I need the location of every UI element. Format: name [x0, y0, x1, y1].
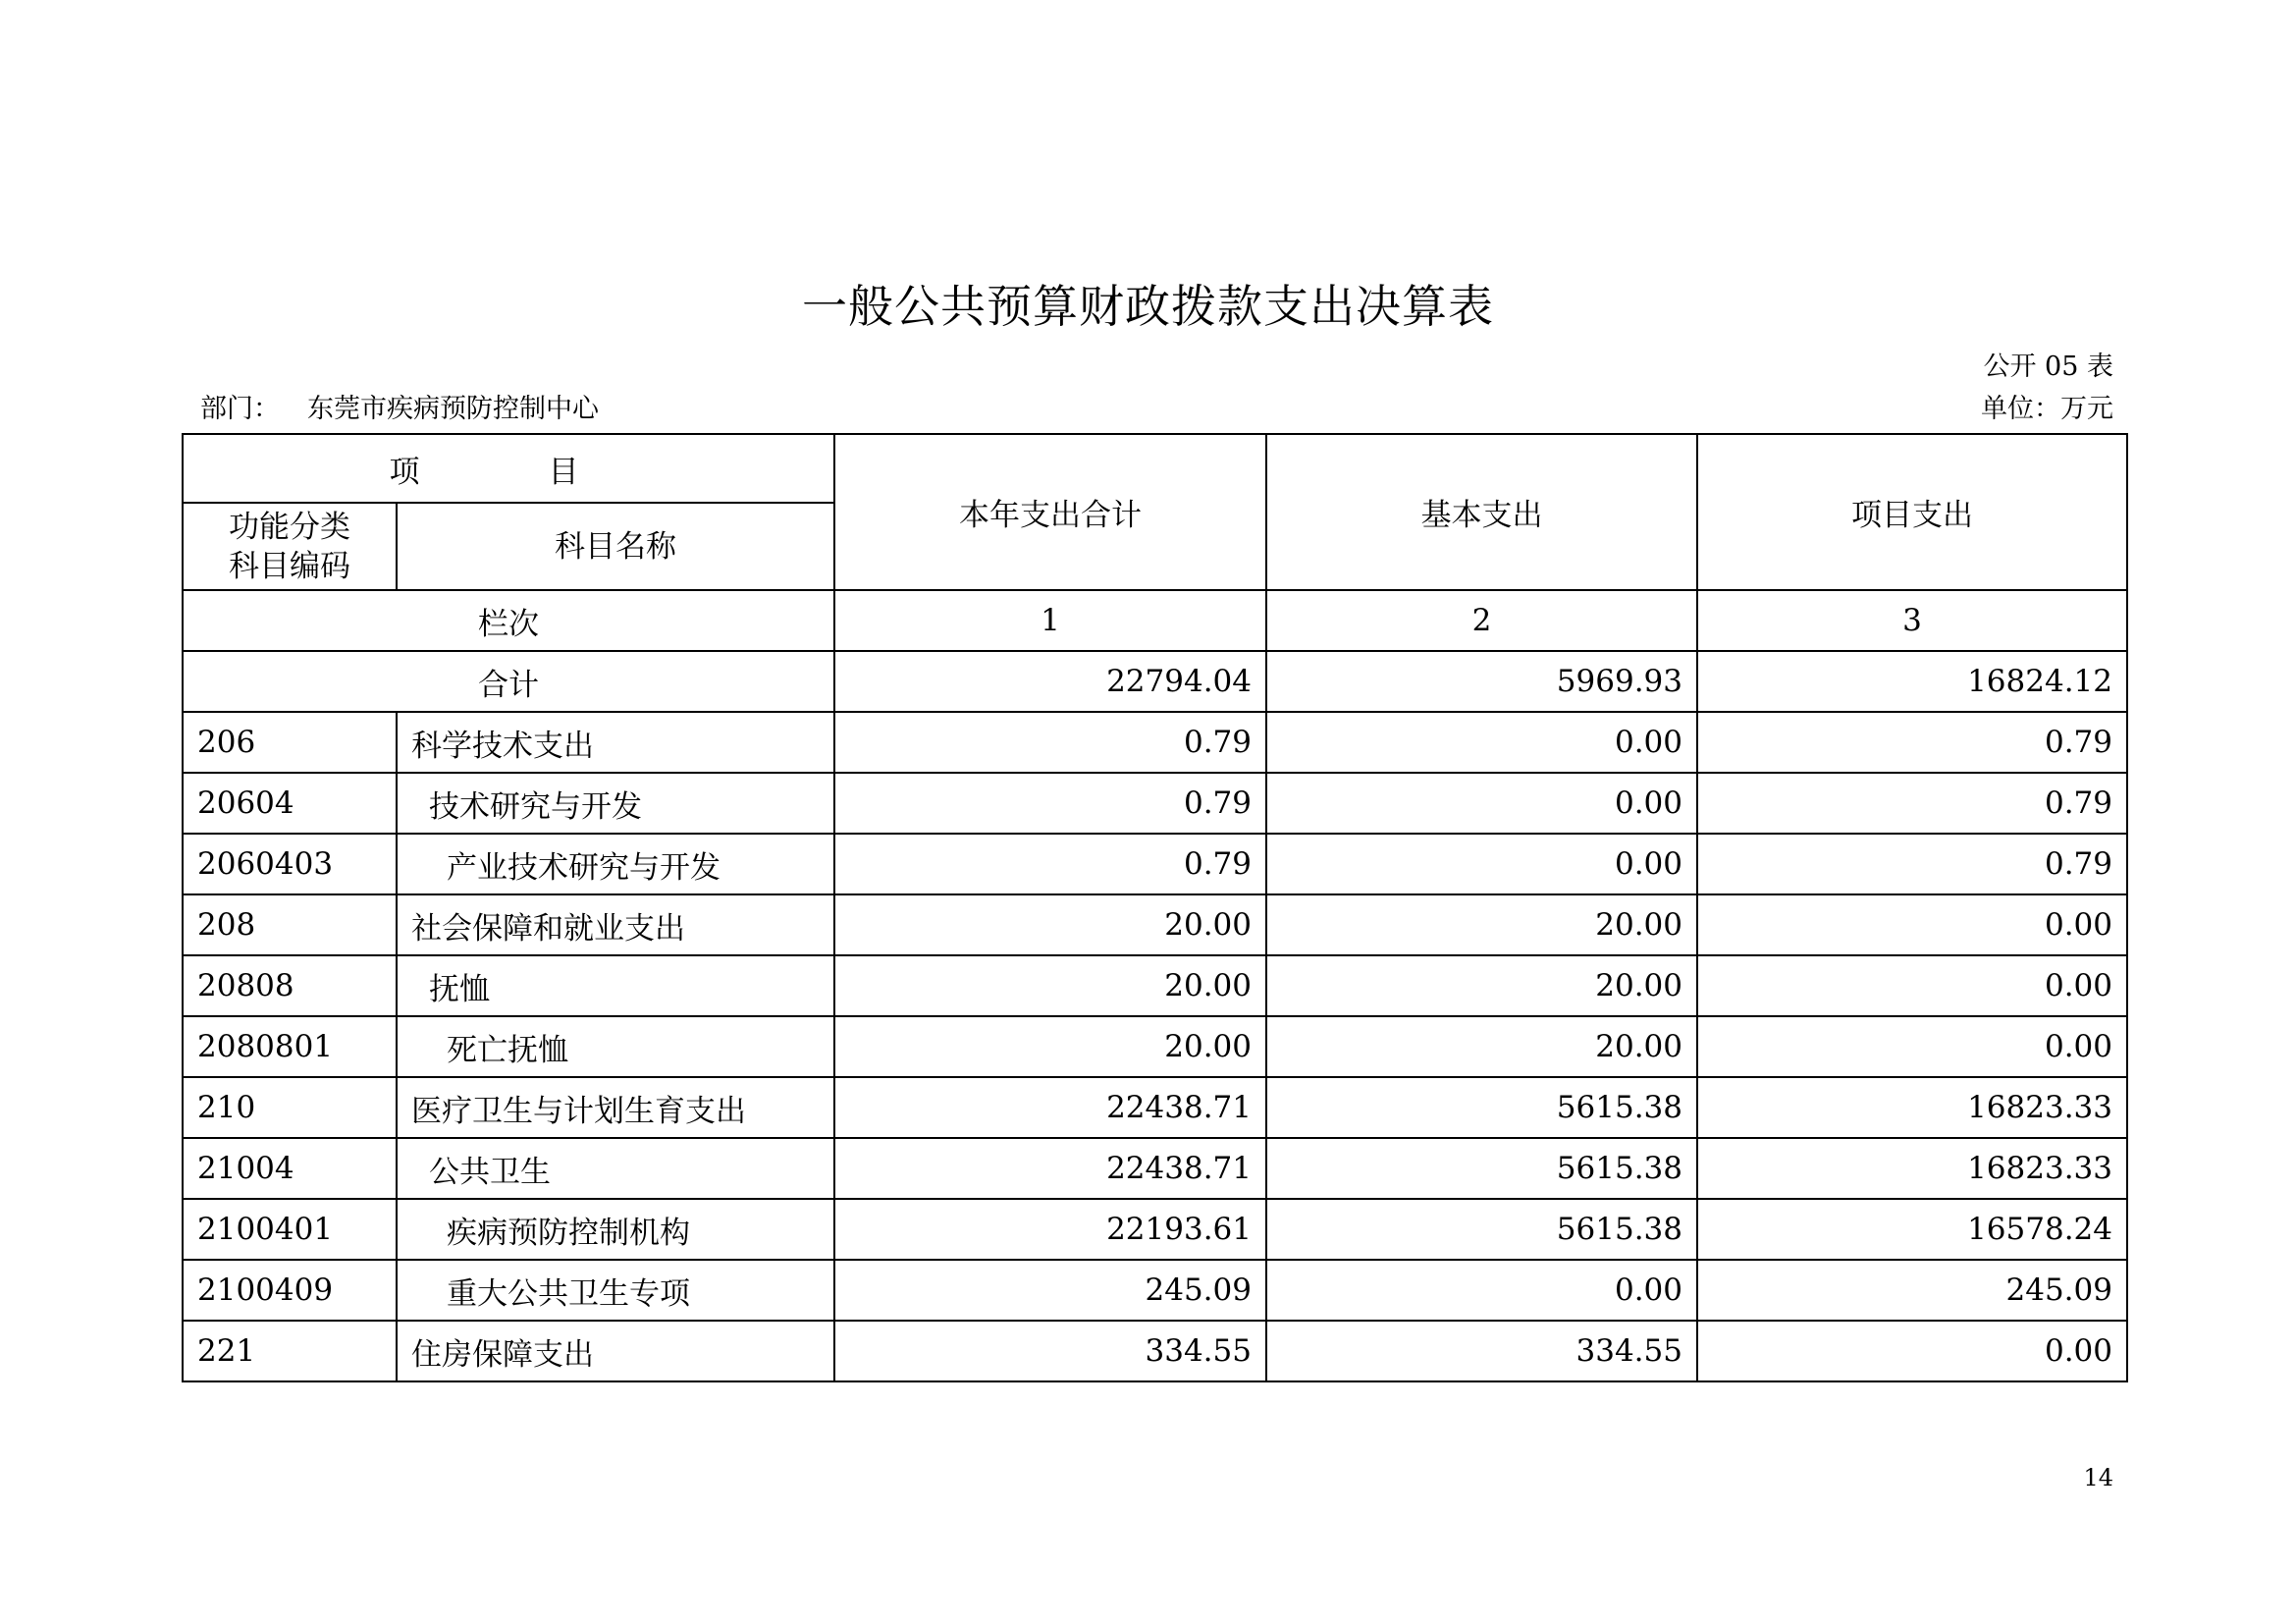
subject-code-cell: 210 — [183, 1077, 397, 1138]
subject-code-cell: 208 — [183, 894, 397, 955]
subject-name-cell: 抚恤 — [397, 955, 834, 1016]
project-expenditure-cell: 0.79 — [1697, 773, 2127, 834]
table-row — [183, 1138, 2127, 1199]
column-index-2: 2 — [1266, 590, 1697, 651]
total-expenditure-cell: 22438.71 — [834, 1077, 1266, 1138]
basic-expenditure-cell: 5615.38 — [1266, 1138, 1697, 1199]
page-title: 一般公共预算财政拨款支出决算表 — [802, 280, 1494, 333]
project-expenditure-cell: 16578.24 — [1697, 1199, 2127, 1260]
subject-code-cell: 2100401 — [183, 1199, 397, 1260]
function-code-header — [183, 503, 397, 590]
total-row — [183, 651, 2127, 712]
project-expenditure-cell: 0.79 — [1697, 834, 2127, 894]
subject-name-cell: 产业技术研究与开发 — [397, 834, 834, 894]
basic-expenditure-cell: 20.00 — [1266, 1016, 1697, 1077]
subject-name-cell: 死亡抚恤 — [397, 1016, 834, 1077]
table-row — [183, 1321, 2127, 1381]
subject-code-cell: 2060403 — [183, 834, 397, 894]
project-expenditure-cell: 0.79 — [1697, 712, 2127, 773]
function-code-header-line2: 科目编码 — [229, 548, 350, 584]
column-index-label: 栏次 — [183, 590, 834, 651]
total-expenditure-cell: 22438.71 — [834, 1138, 1266, 1199]
subject-code-cell: 2080801 — [183, 1016, 397, 1077]
total-basic-value: 5969.93 — [1266, 651, 1697, 712]
basic-expenditure-cell: 334.55 — [1266, 1321, 1697, 1381]
subject-name-cell: 重大公共卫生专项 — [397, 1260, 834, 1321]
department-line — [200, 392, 599, 427]
total-label: 合计 — [183, 651, 834, 712]
project-expenditure-cell: 245.09 — [1697, 1260, 2127, 1321]
subject-name-cell: 医疗卫生与计划生育支出 — [397, 1077, 834, 1138]
basic-expenditure-cell: 0.00 — [1266, 834, 1697, 894]
table-row — [183, 955, 2127, 1016]
total-expenditure-header: 本年支出合计 — [834, 434, 1266, 590]
subject-name-cell: 社会保障和就业支出 — [397, 894, 834, 955]
table-row — [183, 834, 2127, 894]
total-expenditure-cell: 22193.61 — [834, 1199, 1266, 1260]
project-expenditure-cell: 0.00 — [1697, 1321, 2127, 1381]
subject-name-cell: 疾病预防控制机构 — [397, 1199, 834, 1260]
basic-expenditure-cell: 5615.38 — [1266, 1199, 1697, 1260]
department-label: 部门： — [200, 394, 280, 424]
basic-expenditure-cell: 20.00 — [1266, 894, 1697, 955]
column-index-row — [183, 590, 2127, 651]
table-row — [183, 1016, 2127, 1077]
subject-name-cell: 住房保障支出 — [397, 1321, 834, 1381]
basic-expenditure-cell: 0.00 — [1266, 712, 1697, 773]
total-expenditure-cell: 20.00 — [834, 955, 1266, 1016]
column-index-3: 3 — [1697, 590, 2127, 651]
total-expenditure-value: 22794.04 — [834, 651, 1266, 712]
basic-expenditure-header: 基本支出 — [1266, 434, 1697, 590]
table-row — [183, 1260, 2127, 1321]
total-expenditure-cell: 245.09 — [834, 1260, 1266, 1321]
total-expenditure-cell: 0.79 — [834, 712, 1266, 773]
project-expenditure-cell: 16823.33 — [1697, 1077, 2127, 1138]
project-expenditure-cell: 0.00 — [1697, 894, 2127, 955]
project-expenditure-cell: 0.00 — [1697, 1016, 2127, 1077]
basic-expenditure-cell: 5615.38 — [1266, 1077, 1697, 1138]
subject-name-cell: 公共卫生 — [397, 1138, 834, 1199]
subject-code-cell: 206 — [183, 712, 397, 773]
subject-code-cell: 21004 — [183, 1138, 397, 1199]
project-expenditure-header: 项目支出 — [1697, 434, 2127, 590]
subject-code-cell: 221 — [183, 1321, 397, 1381]
basic-expenditure-cell: 0.00 — [1266, 773, 1697, 834]
total-expenditure-cell: 0.79 — [834, 773, 1266, 834]
unit-label: 单位：万元 — [1981, 394, 2113, 424]
table-row — [183, 894, 2127, 955]
table-row — [183, 1077, 2127, 1138]
expenditure-table — [182, 433, 2128, 1382]
function-code-header-line1: 功能分类 — [229, 509, 350, 545]
table-row — [183, 712, 2127, 773]
total-expenditure-cell: 20.00 — [834, 1016, 1266, 1077]
total-expenditure-cell: 0.79 — [834, 834, 1266, 894]
item-header — [183, 434, 834, 503]
subject-code-cell: 20604 — [183, 773, 397, 834]
form-number: 公开 05 表 — [1983, 352, 2113, 382]
subject-name-cell: 科学技术支出 — [397, 712, 834, 773]
header-row-top — [183, 434, 2127, 503]
total-project-value: 16824.12 — [1697, 651, 2127, 712]
basic-expenditure-cell: 20.00 — [1266, 955, 1697, 1016]
subject-name-cell: 技术研究与开发 — [397, 773, 834, 834]
project-expenditure-cell: 0.00 — [1697, 955, 2127, 1016]
basic-expenditure-cell: 0.00 — [1266, 1260, 1697, 1321]
project-expenditure-cell: 16823.33 — [1697, 1138, 2127, 1199]
table-row — [183, 773, 2127, 834]
item-header-label: 项 目 — [389, 454, 628, 490]
subject-name-header: 科目名称 — [397, 503, 834, 590]
table-row — [183, 1199, 2127, 1260]
subject-code-cell: 2100409 — [183, 1260, 397, 1321]
subject-code-cell: 20808 — [183, 955, 397, 1016]
page-number: 14 — [2083, 1464, 2113, 1491]
total-expenditure-cell: 334.55 — [834, 1321, 1266, 1381]
column-index-1: 1 — [834, 590, 1266, 651]
total-expenditure-cell: 20.00 — [834, 894, 1266, 955]
department-value: 东莞市疾病预防控制中心 — [307, 394, 599, 424]
